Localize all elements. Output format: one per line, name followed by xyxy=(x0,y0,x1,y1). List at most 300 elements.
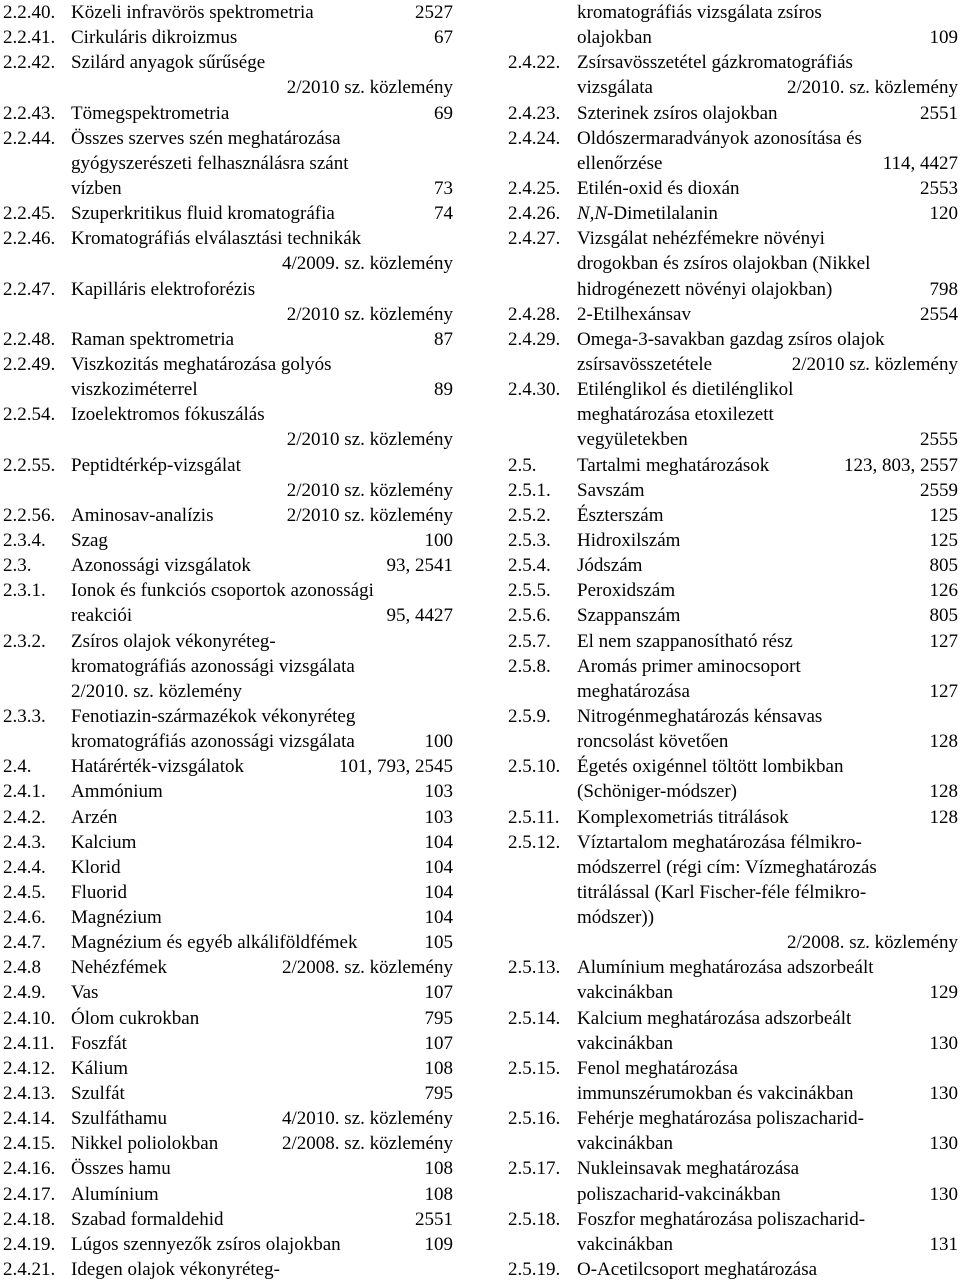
entry-title xyxy=(577,880,866,905)
entry-title xyxy=(577,277,832,302)
entry-title xyxy=(577,1106,864,1131)
index-entry xyxy=(3,75,453,100)
entry-title-text: Ólom cukrokban xyxy=(71,1007,200,1029)
section-number: 2.5.16. xyxy=(508,1108,561,1130)
page-reference: 104 xyxy=(424,907,453,929)
entry-title-text: Szterinek zsíros olajokban xyxy=(577,102,778,124)
section-number: 2.5. xyxy=(508,454,537,476)
index-entry xyxy=(3,679,453,704)
page-reference: 128 xyxy=(929,731,958,753)
entry-title xyxy=(71,1207,223,1232)
section-number: 2.4.19. xyxy=(3,1233,56,1255)
entry-title xyxy=(71,0,314,25)
page-reference: 125 xyxy=(929,529,958,551)
entry-title xyxy=(577,503,664,528)
index-entry xyxy=(508,427,958,452)
entry-title-text: Szag xyxy=(71,529,108,551)
entry-title-text: kromatográfiás azonossági vizsgálata xyxy=(71,731,355,753)
index-entry xyxy=(3,805,453,830)
index-entry xyxy=(508,980,958,1005)
page-reference: 2/2010 sz. közlemény xyxy=(286,504,453,526)
entry-title-text: módszer)) xyxy=(577,907,655,929)
index-entry xyxy=(508,629,958,654)
entry-title-text: Peptidtérkép-vizsgálat xyxy=(71,454,241,476)
page-reference: 129 xyxy=(929,982,958,1004)
entry-title xyxy=(577,855,877,880)
section-number: 2.5.8. xyxy=(508,655,551,677)
section-number: 2.4.14. xyxy=(3,1108,56,1130)
entry-title-text: Kapilláris elektroforézis xyxy=(71,278,256,300)
section-number: 2.3.4. xyxy=(3,529,46,551)
entry-title-text: Kalcium xyxy=(71,831,137,853)
section-number: 2.4.27. xyxy=(508,228,561,250)
entry-title-text: Aromás primer aminocsoport xyxy=(577,655,801,677)
index-entry xyxy=(3,327,453,352)
index-entry xyxy=(508,855,958,880)
index-entry xyxy=(508,553,958,578)
entry-title xyxy=(577,1081,853,1106)
entry-title-text: Omega-3-savakban gazdag zsíros olajok xyxy=(577,328,885,350)
section-number: 2.4.9. xyxy=(3,982,46,1004)
entry-title xyxy=(577,302,691,327)
section-number: 2.5.15. xyxy=(508,1057,561,1079)
section-number: 2.2.56. xyxy=(3,504,56,526)
page-reference: 95, 4427 xyxy=(386,605,453,627)
index-entry xyxy=(3,453,453,478)
entry-title xyxy=(577,201,718,226)
section-number: 2.2.49. xyxy=(3,353,56,375)
section-number: 2.5.14. xyxy=(508,1007,561,1029)
index-entry xyxy=(3,478,453,503)
section-number: 2.4.6. xyxy=(3,907,46,929)
page-reference: 127 xyxy=(929,630,958,652)
page-reference: 2/2010 sz. közlemény xyxy=(286,429,453,451)
index-entry xyxy=(3,1207,453,1232)
entry-title xyxy=(577,226,825,251)
page-reference: 125 xyxy=(929,504,958,526)
entry-title xyxy=(71,805,117,830)
index-entry xyxy=(3,427,453,452)
entry-title xyxy=(577,1131,673,1156)
entry-title xyxy=(577,729,728,754)
page-reference: 74 xyxy=(434,203,453,225)
entry-title-text: gyógyszerészeti felhasználásra szánt xyxy=(71,152,349,174)
index-entry xyxy=(3,553,453,578)
entry-title-text: Magnézium és egyéb alkáliföldfémek xyxy=(71,932,358,954)
page-reference: 101, 793, 2545 xyxy=(339,756,453,778)
section-number: 2.4.22. xyxy=(508,52,561,74)
index-entry xyxy=(3,905,453,930)
page-reference: 89 xyxy=(434,379,453,401)
index-entry xyxy=(3,1006,453,1031)
entry-title xyxy=(577,805,789,830)
index-column-left xyxy=(3,0,453,1282)
entry-title xyxy=(71,1156,171,1181)
page-reference: 109 xyxy=(424,1233,453,1255)
entry-title xyxy=(71,729,355,754)
page-reference: 795 xyxy=(424,1007,453,1029)
page-reference: 104 xyxy=(424,856,453,878)
section-number: 2.2.47. xyxy=(3,278,56,300)
index-entry xyxy=(3,1257,453,1282)
entry-title xyxy=(577,377,793,402)
section-number: 2.2.42. xyxy=(3,52,56,74)
entry-title xyxy=(71,704,355,729)
page-reference: 103 xyxy=(424,806,453,828)
page-reference: 93, 2541 xyxy=(386,555,453,577)
page-reference: 130 xyxy=(929,1032,958,1054)
index-entry xyxy=(508,1156,958,1181)
page-reference: 2/2008. sz. közlemény xyxy=(787,932,958,954)
index-entry xyxy=(3,880,453,905)
entry-title xyxy=(71,553,251,578)
index-entry xyxy=(3,955,453,980)
page-reference: 126 xyxy=(929,580,958,602)
entry-title-text: roncsolást követően xyxy=(577,731,729,753)
index-entry xyxy=(3,277,453,302)
page-reference: 67 xyxy=(434,27,453,49)
entry-title xyxy=(71,654,355,679)
entry-title-text: Szilárd anyagok sűrűsége xyxy=(71,52,266,74)
entry-title xyxy=(577,453,769,478)
entry-title xyxy=(71,905,162,930)
entry-title xyxy=(71,151,348,176)
page-reference: 2/2010 sz. közlemény xyxy=(286,77,453,99)
entry-title-text: Vas xyxy=(71,982,99,1004)
entry-title xyxy=(71,176,122,201)
section-number: 2.4.12. xyxy=(3,1057,56,1079)
index-entry xyxy=(3,126,453,151)
index-entry xyxy=(508,478,958,503)
entry-title-text: vízben xyxy=(71,177,122,199)
page-reference: 2/2010. sz. közlemény xyxy=(787,77,958,99)
entry-title-text: olajokban xyxy=(577,27,652,49)
page-reference: 805 xyxy=(929,605,958,627)
index-entry xyxy=(508,578,958,603)
index-entry xyxy=(3,176,453,201)
entry-title xyxy=(71,25,237,50)
section-number: 2.2.46. xyxy=(3,228,56,250)
entry-title-text: Klorid xyxy=(71,856,121,878)
entry-title xyxy=(577,176,740,201)
entry-title xyxy=(71,754,244,779)
index-entry xyxy=(3,1106,453,1131)
entry-title xyxy=(577,905,654,930)
entry-title-text: El nem szappanosítható rész xyxy=(577,630,793,652)
section-number: 2.4.21. xyxy=(3,1259,56,1281)
entry-title-text: Oldószermaradványok azonosítása és xyxy=(577,127,862,149)
section-number: 2.4.23. xyxy=(508,102,561,124)
index-entry xyxy=(3,629,453,654)
index-entry xyxy=(508,1006,958,1031)
entry-title-text: módszerrel (régi cím: Vízmeghatározás xyxy=(577,856,877,878)
entry-title xyxy=(577,126,862,151)
index-entry xyxy=(508,1257,958,1282)
section-number: 2.4.28. xyxy=(508,303,561,325)
section-number: 2.4.25. xyxy=(508,177,561,199)
index-entry xyxy=(3,1056,453,1081)
page-reference: 108 xyxy=(424,1158,453,1180)
index-entry xyxy=(508,779,958,804)
page-reference: 795 xyxy=(424,1083,453,1105)
entry-title-text: titrálással (Karl Fischer-féle félmikro- xyxy=(577,881,867,903)
page-reference: 2553 xyxy=(920,177,958,199)
index-entry xyxy=(508,327,958,352)
entry-title-text: vizsgálata xyxy=(577,77,653,99)
entry-title-text: immunszérumokban és vakcinákban xyxy=(577,1083,854,1105)
index-entry xyxy=(508,302,958,327)
entry-title xyxy=(71,1006,199,1031)
index-entry xyxy=(508,453,958,478)
entry-title xyxy=(71,50,265,75)
index-entry xyxy=(508,377,958,402)
entry-title xyxy=(577,654,801,679)
entry-title-text: (Schöniger-módszer) xyxy=(577,781,738,803)
index-entry xyxy=(508,25,958,50)
section-number: 2.4.17. xyxy=(3,1183,56,1205)
page-reference: 114, 4427 xyxy=(882,152,958,174)
index-entry xyxy=(3,729,453,754)
section-number: 2.2.43. xyxy=(3,102,56,124)
section-number: 2.4.13. xyxy=(3,1083,56,1105)
entry-title xyxy=(577,1006,851,1031)
page-reference: 104 xyxy=(424,881,453,903)
index-entry xyxy=(508,930,958,955)
entry-title-text: viszkoziméterrel xyxy=(71,379,198,401)
index-entry xyxy=(3,25,453,50)
entry-title-text: vakcinákban xyxy=(577,1032,674,1054)
section-number: 2.5.9. xyxy=(508,705,551,727)
page-reference: 4/2009. sz. közlemény xyxy=(282,253,453,275)
page-reference: 2527 xyxy=(415,2,453,23)
section-number: 2.4.4. xyxy=(3,856,46,878)
entry-title-text: Összes szerves szén meghatározása xyxy=(71,127,341,149)
page-reference: 2/2010 sz. közlemény xyxy=(286,479,453,501)
page-reference: 2551 xyxy=(920,102,958,124)
index-entry xyxy=(508,0,958,25)
entry-title xyxy=(71,453,241,478)
index-entry xyxy=(3,603,453,628)
entry-title xyxy=(577,151,662,176)
section-number: 2.4.8 xyxy=(3,957,41,979)
entry-title xyxy=(71,679,242,704)
entry-title-text: Tartalmi meghatározások xyxy=(577,454,770,476)
entry-title-text: O-Acetilcsoport meghatározása xyxy=(577,1259,818,1281)
entry-title xyxy=(71,980,98,1005)
entry-title xyxy=(71,126,341,151)
entry-title-text: Zsíros olajok vékonyréteg- xyxy=(71,630,276,652)
page-reference: 120 xyxy=(929,203,958,225)
page-reference: 128 xyxy=(929,806,958,828)
index-entry xyxy=(508,830,958,855)
section-number: 2.4.26. xyxy=(508,203,561,225)
entry-title-text: Etilénglikol és dietilénglikol xyxy=(577,379,794,401)
section-number: 2.5.17. xyxy=(508,1158,561,1180)
index-entry xyxy=(508,1207,958,1232)
page-reference: 104 xyxy=(424,831,453,853)
entry-title xyxy=(577,528,680,553)
section-number: 2.2.55. xyxy=(3,454,56,476)
entry-title-text: vakcinákban xyxy=(577,1233,674,1255)
page-reference: 805 xyxy=(929,555,958,577)
entry-title-text: Cirkuláris dikroizmus xyxy=(71,27,238,49)
index-entry xyxy=(508,50,958,75)
index-entry xyxy=(508,402,958,427)
entry-title xyxy=(577,679,690,704)
entry-title xyxy=(71,377,198,402)
index-entry xyxy=(508,151,958,176)
section-number: 2.3.2. xyxy=(3,630,46,652)
entry-title xyxy=(577,1182,781,1207)
entry-title xyxy=(71,277,255,302)
entry-title xyxy=(71,1031,127,1056)
section-number: 2.4.29. xyxy=(508,328,561,350)
index-entry xyxy=(3,930,453,955)
section-number: 2.2.41. xyxy=(3,27,56,49)
index-entry xyxy=(3,1081,453,1106)
index-entry xyxy=(508,880,958,905)
entry-title-text: reakciói xyxy=(71,605,133,627)
page-reference: 108 xyxy=(424,1183,453,1205)
entry-title-text: Tömegspektrometria xyxy=(71,102,230,124)
page-reference: 107 xyxy=(424,1032,453,1054)
index-entry xyxy=(508,955,958,980)
entry-title-text: Zsírsavösszetétel gázkromatográfiás xyxy=(577,52,853,74)
entry-title xyxy=(577,1156,799,1181)
page-reference: 128 xyxy=(929,781,958,803)
section-number: 2.4.2. xyxy=(3,806,46,828)
entry-title xyxy=(577,25,652,50)
entry-title xyxy=(71,327,234,352)
section-number: 2.5.13. xyxy=(508,957,561,979)
section-number: 2.5.19. xyxy=(508,1259,561,1281)
entry-title-text: Közeli infravörös spektrometria xyxy=(71,2,314,23)
entry-title-text: Szuperkritikus fluid kromatográfia xyxy=(71,203,335,225)
entry-title xyxy=(577,101,778,126)
page-reference: 108 xyxy=(424,1057,453,1079)
section-number: 2.4.18. xyxy=(3,1208,56,1230)
entry-title xyxy=(577,704,822,729)
entry-title xyxy=(577,955,874,980)
index-entry xyxy=(508,352,958,377)
entry-title-text: ellenőrzése xyxy=(577,152,663,174)
section-number: 2.5.18. xyxy=(508,1208,561,1230)
entry-title-text: Viszkozitás meghatározása golyós xyxy=(71,353,332,375)
page-reference: 130 xyxy=(929,1083,958,1105)
entry-title-text: 2-Etilhexánsav xyxy=(577,303,691,325)
index-entry xyxy=(508,729,958,754)
index-entry xyxy=(3,980,453,1005)
page-reference: 109 xyxy=(929,27,958,49)
entry-title-text: kromatográfiás vizsgálata zsíros xyxy=(577,2,822,23)
entry-title xyxy=(71,226,361,251)
entry-title-italic: N,N xyxy=(577,203,608,225)
entry-title xyxy=(577,1207,865,1232)
section-number: 2.4. xyxy=(3,756,32,778)
entry-title-text: Foszfor meghatározása poliszacharid- xyxy=(577,1208,866,1230)
entry-title-text: Szulfát xyxy=(71,1083,125,1105)
entry-title-text: Nitrogénmeghatározás kénsavas xyxy=(577,705,823,727)
entry-title xyxy=(71,830,136,855)
entry-title-text: Peroxidszám xyxy=(577,580,676,602)
section-number: 2.4.1. xyxy=(3,781,46,803)
index-entry xyxy=(508,1056,958,1081)
entry-title xyxy=(71,1106,167,1131)
entry-title xyxy=(577,478,645,503)
entry-title xyxy=(577,50,853,75)
entry-title xyxy=(71,528,108,553)
entry-title-text: poliszacharid-vakcinákban xyxy=(577,1183,781,1205)
entry-title-text: Fehérje meghatározása poliszacharid- xyxy=(577,1108,864,1130)
index-entry xyxy=(3,830,453,855)
index-entry xyxy=(508,75,958,100)
page-reference: 2/2010 sz. közlemény xyxy=(791,353,958,375)
index-entry xyxy=(3,704,453,729)
index-entry xyxy=(3,352,453,377)
section-number: 2.5.6. xyxy=(508,605,551,627)
index-entry xyxy=(3,226,453,251)
index-entry xyxy=(3,1232,453,1257)
index-entry xyxy=(3,654,453,679)
entry-title xyxy=(577,578,675,603)
section-number: 2.2.44. xyxy=(3,127,56,149)
index-entry xyxy=(3,402,453,427)
section-number: 2.4.16. xyxy=(3,1158,56,1180)
page-reference: 2551 xyxy=(415,1208,453,1230)
entry-title-text: Alumínium meghatározása adszorbeált xyxy=(577,957,874,979)
entry-title-text: meghatározása xyxy=(577,680,690,702)
entry-title-text: Nikkel poliolokban xyxy=(71,1133,219,1155)
index-entry xyxy=(508,654,958,679)
entry-title-text: Hidroxilszám xyxy=(577,529,681,551)
page-reference: 2/2008. sz. közlemény xyxy=(282,1133,453,1155)
entry-title xyxy=(577,327,885,352)
page-reference: 2554 xyxy=(920,303,958,325)
entry-title xyxy=(577,402,774,427)
entry-title-text: Etilén-oxid és dioxán xyxy=(577,177,740,199)
entry-title xyxy=(71,880,127,905)
index-entry xyxy=(3,779,453,804)
entry-title xyxy=(577,1257,817,1282)
section-number: 2.5.10. xyxy=(508,756,561,778)
index-entry xyxy=(3,1156,453,1181)
section-number: 2.4.24. xyxy=(508,127,561,149)
entry-title-text: Idegen olajok vékonyréteg- xyxy=(71,1259,280,1281)
page-reference: 87 xyxy=(434,328,453,350)
section-number: 2.2.48. xyxy=(3,328,56,350)
index-entry xyxy=(508,805,958,830)
page-reference: 127 xyxy=(929,680,958,702)
entry-title-text: Foszfát xyxy=(71,1032,127,1054)
entry-title-text: Égetés oxigénnel töltött lombikban xyxy=(577,756,844,778)
page-reference: 73 xyxy=(434,177,453,199)
entry-title xyxy=(577,603,680,628)
page-reference: 69 xyxy=(434,102,453,124)
entry-title xyxy=(71,578,374,603)
entry-title-text: vegyületekben xyxy=(577,429,688,451)
section-number: 2.4.11. xyxy=(3,1032,55,1054)
index-entry xyxy=(3,855,453,880)
index-entry xyxy=(508,1081,958,1106)
section-number: 2.5.7. xyxy=(508,630,551,652)
entry-title xyxy=(71,955,167,980)
entry-title xyxy=(71,855,121,880)
section-number: 2.3.1. xyxy=(3,580,46,602)
section-number: 2.4.10. xyxy=(3,1007,56,1029)
index-entry xyxy=(3,1131,453,1156)
section-number: 2.5.5. xyxy=(508,580,551,602)
entry-title-text: Savszám xyxy=(577,479,645,501)
